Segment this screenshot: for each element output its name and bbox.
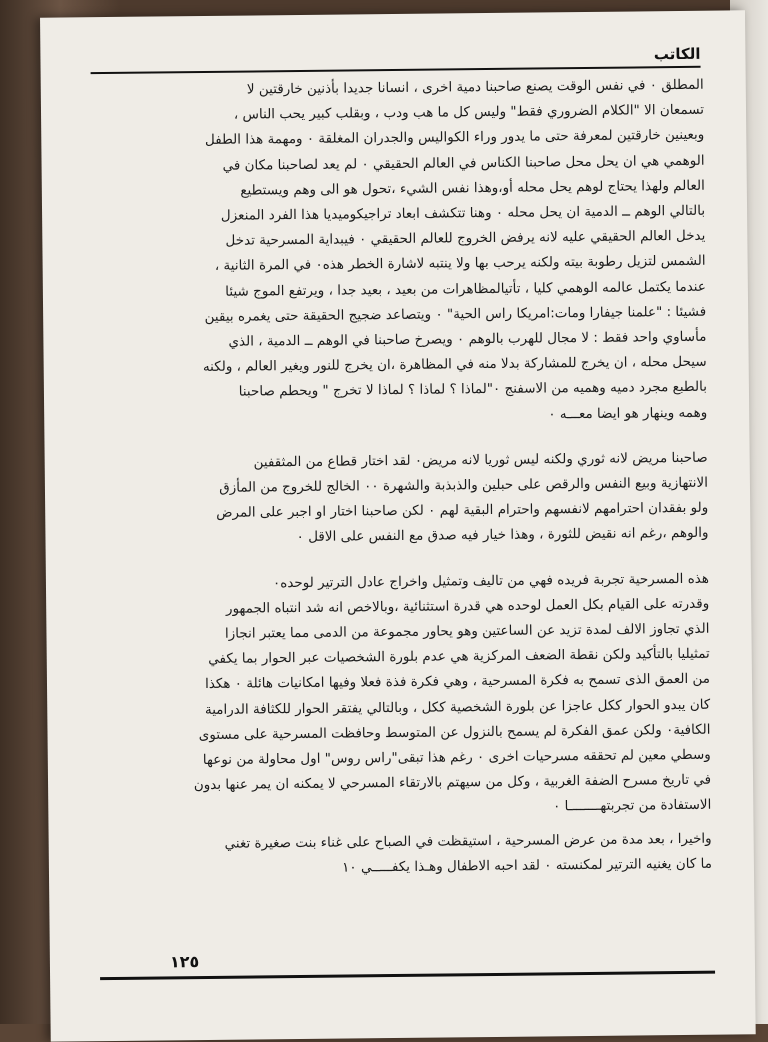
text-line: الذي تجاوز الالف لمدة تزيد عن الساعتين وهو يحاور مجموعة من الدمى مما يعتبر انجازا [224,620,710,642]
text-line: ما كان يغنيه الترتير لمكنسته ٠ لقد احبه الاطفال وهـذا يكفـــــي ١٠ [342,855,712,876]
paragraph-1 [89,73,708,432]
page-footer [100,943,715,989]
paragraph-2 [93,446,709,553]
text-line: وسطي معين لم تحققه مسرحيات اخرى ٠ رغم هذا تبقى"راس روس" اول محاولة من نوعها [202,746,711,769]
text-line: يدخل العالم الحقيقي عليه لانه يرفض الخروج للعالم الحقيقي ٠ فيبداية المسرحية تدخل [225,227,706,249]
text-line: فشيئا : "علمنا جيفارا ومات:امريكا راس الحية" ٠ ويتصاعد ضجيج الحقيقة حتى يغمره بيقين [204,303,707,325]
text-line: الانتهازية وبيع النفس والرقص على حبلين والذبذبة والشهرة ٠٠ الخالج للخروج من المأزق [219,474,709,496]
text-line: وبعينين خارقتين لمعرفة حتى ما يدور وراء الكواليس والجدران المغلقة ٠ ومهمة هذا الطفل [204,127,705,149]
text-line: هذه المسرحية تجربة فريده فهي من تاليف وتمثيل واخراج عادل الترتير لوحده٠ [272,570,710,591]
text-line: سيحل محله ، ان يخرج للمشاركة بدلا منه في المظاهرة ،ان يخرج للنور ويغير العالم ، ولكنه [202,353,707,376]
text-line: بالتالي الوهم ــ الدمية ان يحل محله ٠ وهنا تتكشف ابعاد تراجيكوميديا هذا الفرد المنعزل [220,202,706,224]
text-line: والوهم ،رغم انه نقيض للثورة ، وهذا خيار فيه صدق مع النفس على الاقل ٠ [296,525,709,546]
header-title: الكاتب [653,44,701,64]
text-line: عندما يكتمل عالمه الوهمي كليا ، تأتيالمظاهرات من بعيد ، بعيد جدا ، ويرتفع الموج شيئا [225,278,706,300]
text-line: تمثيليا بالتأكيد ولكن نقطة الضعف المركزية هي عدم بلورة الشخصيات عبر الحوار بما يكفي [208,645,710,668]
text-line: الاستفادة من تجربتهــــــــا ٠ [552,797,712,815]
text-line: وهمه وينهار هو ايضا معـــه ٠ [548,404,708,423]
text-line: الشمس لتزيل رطوبة بيته ولكنه يرحب بها ولا ينتبه لاشارة الخطر هذه٠ في المرة الثانية ، [214,253,706,275]
article-body [89,73,713,903]
page-number: ١٢٥ [169,952,200,972]
text-line: العالم ولهذا يحتاج لوهم يحل محله أو،وهذا نفس الشيء ،تحول هو الى وهم ويستطيع [240,177,705,199]
text-line: واخيرا ، بعد مدة من عرض المسرحية ، استيقظت في الصباح على غناء بنت صغيرة تغني [224,830,712,852]
text-line: ولو بفقدان احترامهم لانفسهم واحترام البقية لهم ٠ لكن صاحبنا اختار او اجبر على المرض [216,499,709,522]
text-line: الوهمي هي ان يحل محل صاحبنا الكناس في العالم الحقيقي ٠ لم يعد لصاحبنا مكان في [222,152,705,174]
text-line: في تاريخ مسرح الضفة الغربية ، وكل من سيهتم بالارتقاء المسرحي لا يمكنه ان يمر عنها بدون [193,771,712,794]
text-line: المطلق ٠ في نفس الوقت يصنع صاحبنا دمية اخرى ، انسانا جديدا بأذنين خارقتين لا [246,76,704,98]
paragraph-4 [97,826,712,883]
running-header [90,41,700,77]
text-line: وقدرته على القيام بكل العمل لوحده هي قدرة استثنائية ،وبالاخص انه شد انتباه الجمهور [225,595,710,617]
text-line: الكافية٠ ولكن عمق الفكرة لم يسمح بالنزول عن المتوسط وحافظت المسرحية على مستوى [198,721,711,743]
text-line: مأساوي واحد فقط : لا مجال للهرب بالوهم ٠ ويصرخ صاحبنا في الوهم ــ الدمية ، الذي [228,328,707,350]
book-page [40,10,756,1041]
text-line: كان يبدو الحوار ككل عاجزا عن بلورة الشخصية ككل ، وبالتالي يفتقر الحوار للكثافة الدرامية [204,696,711,718]
text-line: تسمعان الا "الكلام الضروري فقط" وليس كل ما هب ودب ، وبقلب كبير يحب الناس ، [233,101,705,123]
text-line: من العمق الذى تسمح به فكرة المسرحية ، وهي فكرة فذة فعلا وفيها امكانيات هائلة ٠ هكذا [204,671,711,693]
paragraph-3 [94,566,712,824]
text-line: بالطبع مجرد دميه وهميه من الاسفنج ٠"لماذا ؟ لماذا ؟ لماذا لا تخرج " ويحطم صاحبنا [238,379,708,401]
text-line: صاحبنا مريض لانه ثوري ولكنه ليس ثوريا لانه مريض٠ لقد اختار قطاع من المثقفين [253,449,708,471]
footer-rule [100,971,715,980]
